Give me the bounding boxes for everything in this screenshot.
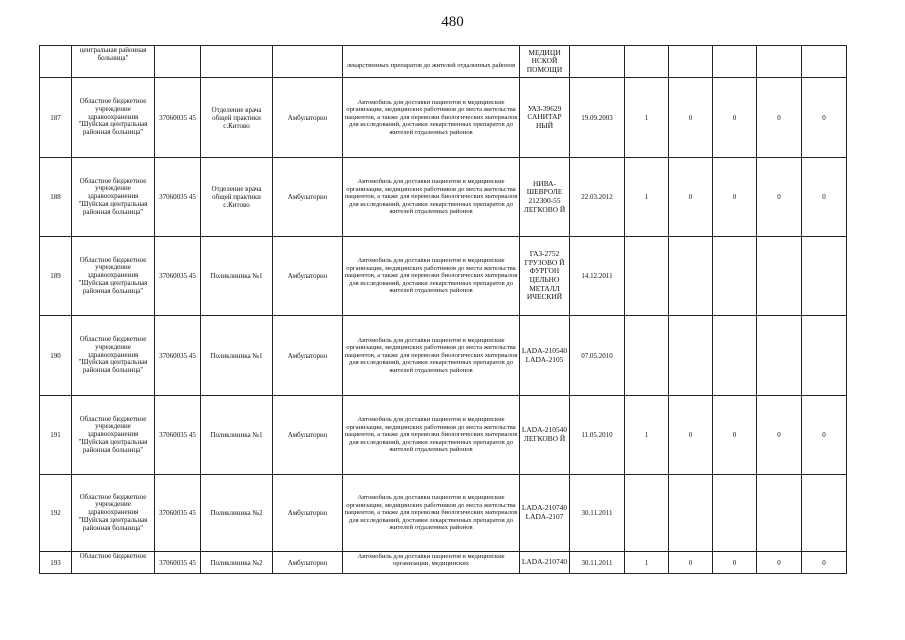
cell-value: 0 xyxy=(669,158,713,237)
cell-value: 0 xyxy=(669,552,713,574)
cell-value: 0 xyxy=(802,552,847,574)
cell-organization: Областное бюджетное учреждение здравоохранения "Шуйская центральная районная больница" xyxy=(72,475,155,552)
cell-care-type: Амбулаторно xyxy=(273,237,343,316)
cell-value: 0 xyxy=(713,158,757,237)
cell-code: 37060035 45 xyxy=(155,316,201,396)
cell-value xyxy=(669,316,713,396)
cell-care-type: Амбулаторно xyxy=(273,78,343,158)
cell-vehicle: LADA-210740 LADA-2107 xyxy=(520,475,570,552)
cell-unit: Поликлиника №1 xyxy=(201,396,273,475)
cell-vehicle: LADA-210740 xyxy=(520,552,570,574)
vehicle-text: МЕДИЦИ НСКОЙ ПОМОЩИ xyxy=(526,48,563,74)
cell-value xyxy=(802,46,847,78)
cell-purpose: Автомобиль для доставки пациентов в медицинские организации, медицинских работников до места жительства пациентов, а также для перевозки биологических материалов для исследований, доставки лекарственных препаратов до жителей отдаленных районов xyxy=(343,316,520,396)
cell-number xyxy=(40,46,72,78)
cell-care-type: Амбулаторно xyxy=(273,158,343,237)
cell-code: 37060035 45 xyxy=(155,552,201,574)
cell-care-type xyxy=(273,46,343,78)
cell-value: 0 xyxy=(757,552,802,574)
cell-care-type: Амбулаторно xyxy=(273,316,343,396)
cell-organization: Областное бюджетное учреждение здравоохранения "Шуйская центральная районная больница" xyxy=(72,316,155,396)
cell-value: 0 xyxy=(802,396,847,475)
vehicle-registry-table xyxy=(39,45,847,574)
cell-purpose xyxy=(343,46,520,78)
cell-purpose xyxy=(343,552,520,574)
cell-date: 14.12.2011 xyxy=(570,237,625,316)
cell-purpose: Автомобиль для доставки пациентов в медицинские организации, медицинских работников до места жительства пациентов, а также для перевозки биологических материалов для исследований, доставки лекарственных препаратов до жителей отдаленных районов xyxy=(343,475,520,552)
organization-text: центральная районная больница" xyxy=(79,46,147,62)
cell-value xyxy=(757,475,802,552)
cell-date: 30.11.2011 xyxy=(570,475,625,552)
purpose-text: лекарственных препаратов до жителей отдаленных районов xyxy=(346,61,516,69)
cell-code: 37060035 45 xyxy=(155,475,201,552)
cell-value xyxy=(713,237,757,316)
cell-value: 1 xyxy=(625,552,669,574)
cell-value: 0 xyxy=(757,78,802,158)
cell-date: 11.05.2010 xyxy=(570,396,625,475)
cell-value xyxy=(625,316,669,396)
cell-value xyxy=(625,46,669,78)
cell-code: 37060035 45 xyxy=(155,237,201,316)
table-row xyxy=(40,237,847,316)
cell-value: 0 xyxy=(713,552,757,574)
cell-date xyxy=(570,46,625,78)
cell-value xyxy=(802,316,847,396)
cell-number: 193 xyxy=(40,552,72,574)
cell-organization xyxy=(72,46,155,78)
purpose-text: Автомобиль для доставки пациентов в медицинские организации, медицинских xyxy=(357,552,505,567)
table-row-continuation xyxy=(40,46,847,78)
cell-value xyxy=(802,475,847,552)
cell-value: 0 xyxy=(669,78,713,158)
cell-value: 0 xyxy=(713,78,757,158)
cell-purpose: Автомобиль для доставки пациентов в медицинские организации, медицинских работников до места жительства пациентов, а также для перевозки биологических материалов для исследований, доставки лекарственных препаратов до жителей отдаленных районов xyxy=(343,78,520,158)
cell-number: 187 xyxy=(40,78,72,158)
cell-vehicle xyxy=(520,46,570,78)
cell-value: 1 xyxy=(625,158,669,237)
cell-vehicle: УАЗ-39629 САНИТАР НЫЙ xyxy=(520,78,570,158)
cell-organization: Областное бюджетное учреждение здравоохранения "Шуйская центральная районная больница" xyxy=(72,237,155,316)
cell-organization: Областное бюджетное учреждение здравоохранения "Шуйская центральная районная больница" xyxy=(72,158,155,237)
cell-purpose: Автомобиль для доставки пациентов в медицинские организации, медицинских работников до места жительства пациентов, а также для перевозки биологических материалов для исследований, доставки лекарственных препаратов до жителей отдаленных районов xyxy=(343,396,520,475)
cell-number: 192 xyxy=(40,475,72,552)
cell-purpose: Автомобиль для доставки пациентов в медицинские организации, медицинских работников до места жительства пациентов, а также для перевозки биологических материалов для исследований, доставки лекарственных препаратов до жителей отдаленных районов xyxy=(343,158,520,237)
cell-organization: Областное бюджетное учреждение здравоохранения "Шуйская центральная районная больница" xyxy=(72,78,155,158)
cell-organization: Областное бюджетное учреждение здравоохранения "Шуйская центральная районная больница" xyxy=(72,396,155,475)
table-row xyxy=(40,396,847,475)
cell-value: 1 xyxy=(625,396,669,475)
table-row xyxy=(40,316,847,396)
cell-code xyxy=(155,46,201,78)
cell-value: 0 xyxy=(757,396,802,475)
cell-number: 190 xyxy=(40,316,72,396)
cell-number: 188 xyxy=(40,158,72,237)
cell-care-type: Амбулаторно xyxy=(273,475,343,552)
cell-care-type: Амбулаторно xyxy=(273,396,343,475)
table-row xyxy=(40,475,847,552)
cell-value xyxy=(669,475,713,552)
cell-unit: Отделение врача общей практики с.Китово xyxy=(201,78,273,158)
cell-value xyxy=(757,316,802,396)
cell-value: 0 xyxy=(713,396,757,475)
cell-unit: Поликлиника №2 xyxy=(201,552,273,574)
cell-value: 0 xyxy=(802,78,847,158)
cell-value xyxy=(713,316,757,396)
cell-value xyxy=(669,237,713,316)
cell-code: 37060035 45 xyxy=(155,158,201,237)
table-row xyxy=(40,552,847,574)
cell-number: 189 xyxy=(40,237,72,316)
cell-vehicle: LADA-210540 LADA-2105 xyxy=(520,316,570,396)
cell-unit: Поликлиника №1 xyxy=(201,316,273,396)
cell-date: 19.09.2003 xyxy=(570,78,625,158)
cell-unit: Поликлиника №1 xyxy=(201,237,273,316)
cell-value xyxy=(713,475,757,552)
cell-date: 22.03.2012 xyxy=(570,158,625,237)
cell-value xyxy=(802,237,847,316)
cell-date: 30.11.2011 xyxy=(570,552,625,574)
cell-code: 37060035 45 xyxy=(155,78,201,158)
table-row xyxy=(40,78,847,158)
cell-purpose: Автомобиль для доставки пациентов в медицинские организации, медицинских работников до места жительства пациентов, а также для перевозки биологических материалов для исследований, доставки лекарственных препаратов до жителей отдаленных районов xyxy=(343,237,520,316)
cell-value xyxy=(625,475,669,552)
cell-code: 37060035 45 xyxy=(155,396,201,475)
cell-vehicle: НИВА-ШЕВРОЛЕ 212300-55 ЛЕГКОВО Й xyxy=(520,158,570,237)
cell-value: 0 xyxy=(669,396,713,475)
cell-value xyxy=(757,46,802,78)
cell-unit: Отделение врача общей практики с.Китово xyxy=(201,158,273,237)
cell-value xyxy=(757,237,802,316)
cell-care-type: Амбулаторно xyxy=(273,552,343,574)
cell-value xyxy=(625,237,669,316)
table-row xyxy=(40,158,847,237)
cell-value: 1 xyxy=(625,78,669,158)
cell-value: 0 xyxy=(757,158,802,237)
page-number: 480 xyxy=(441,14,464,30)
cell-date: 07.05.2010 xyxy=(570,316,625,396)
cell-value: 0 xyxy=(802,158,847,237)
cell-vehicle: LADA-210540 ЛЕГКОВО Й xyxy=(520,396,570,475)
cell-value xyxy=(669,46,713,78)
cell-unit xyxy=(201,46,273,78)
cell-number: 191 xyxy=(40,396,72,475)
cell-vehicle: ГАЗ-2752 ГРУЗОВО Й ФУРГОН ЦЕЛЬНО МЕТАЛЛ ИЧЕСКИЙ xyxy=(520,237,570,316)
cell-organization xyxy=(72,552,155,574)
cell-unit: Поликлиника №2 xyxy=(201,475,273,552)
cell-value xyxy=(713,46,757,78)
organization-text: Областное бюджетное xyxy=(79,552,147,560)
